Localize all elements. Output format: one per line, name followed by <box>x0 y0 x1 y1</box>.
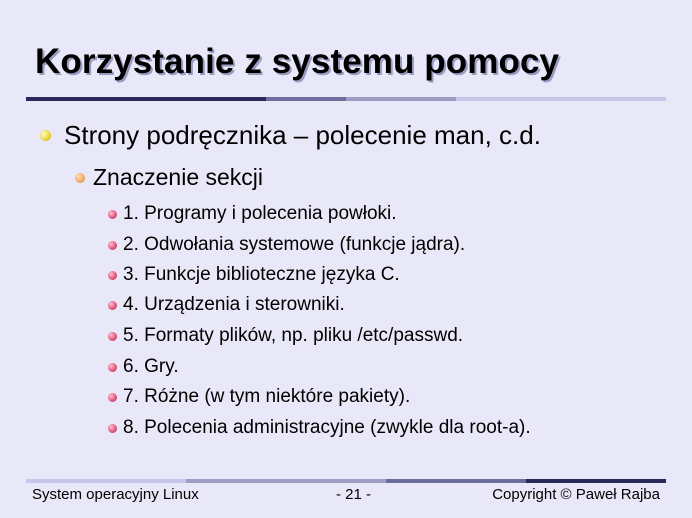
footer-rule <box>26 479 666 483</box>
footer-rule-segment <box>26 479 186 483</box>
footer-page-number: - 21 - <box>336 486 372 503</box>
footer-rule-segment <box>526 479 666 483</box>
section-item <box>108 294 345 316</box>
section-item-text: 6. Gry. <box>123 356 179 377</box>
bullet-dot-icon <box>40 130 51 141</box>
title-underline-segment <box>456 97 666 101</box>
section-item <box>108 417 531 439</box>
bullet-dot-icon <box>108 363 117 372</box>
section-item <box>108 325 463 347</box>
bullet-dot-icon <box>108 393 117 402</box>
section-item <box>108 264 400 286</box>
bullet-dot-icon <box>108 424 117 433</box>
footer-rule-segment <box>386 479 526 483</box>
title-underline-segment <box>346 97 456 101</box>
bullet-dot-icon <box>108 332 117 341</box>
bullet-dot-icon <box>108 301 117 310</box>
section-item-text: 8. Polecenia administracyjne (zwykle dla root-a). <box>123 417 531 438</box>
section-item <box>108 234 465 256</box>
slide-title: Korzystanie z systemu pomocy <box>35 42 560 81</box>
footer-course-name: System operacyjny Linux <box>32 486 199 503</box>
section-item-text: 1. Programy i polecenia powłoki. <box>123 203 397 224</box>
title-underline-segment <box>26 97 266 101</box>
bullet-level2 <box>75 164 263 191</box>
footer-copyright: Copyright © Paweł Rajba <box>492 486 660 503</box>
section-item-text: 7. Różne (w tym niektóre pakiety). <box>123 386 411 407</box>
bullet-dot-icon <box>108 271 117 280</box>
bullet-dot-icon <box>108 241 117 250</box>
section-item-text: 3. Funkcje biblioteczne języka C. <box>123 264 400 285</box>
bullet-level2-text: Znaczenie sekcji <box>93 164 264 190</box>
bullet-dot-icon <box>75 173 85 183</box>
title-underline-segment <box>266 97 346 101</box>
bullet-dot-icon <box>108 210 117 219</box>
section-item <box>108 356 179 378</box>
section-item <box>108 203 397 225</box>
footer-rule-segment <box>186 479 386 483</box>
section-item-text: 4. Urządzenia i sterowniki. <box>123 294 345 315</box>
bullet-level1-text: Strony podręcznika – polecenie man, c.d. <box>64 120 541 150</box>
section-item-text: 5. Formaty plików, np. pliku /etc/passwd. <box>123 325 464 346</box>
section-item <box>108 386 410 408</box>
title-underline <box>26 97 666 101</box>
bullet-level1 <box>40 120 541 151</box>
section-item-text: 2. Odwołania systemowe (funkcje jądra). <box>123 234 466 255</box>
